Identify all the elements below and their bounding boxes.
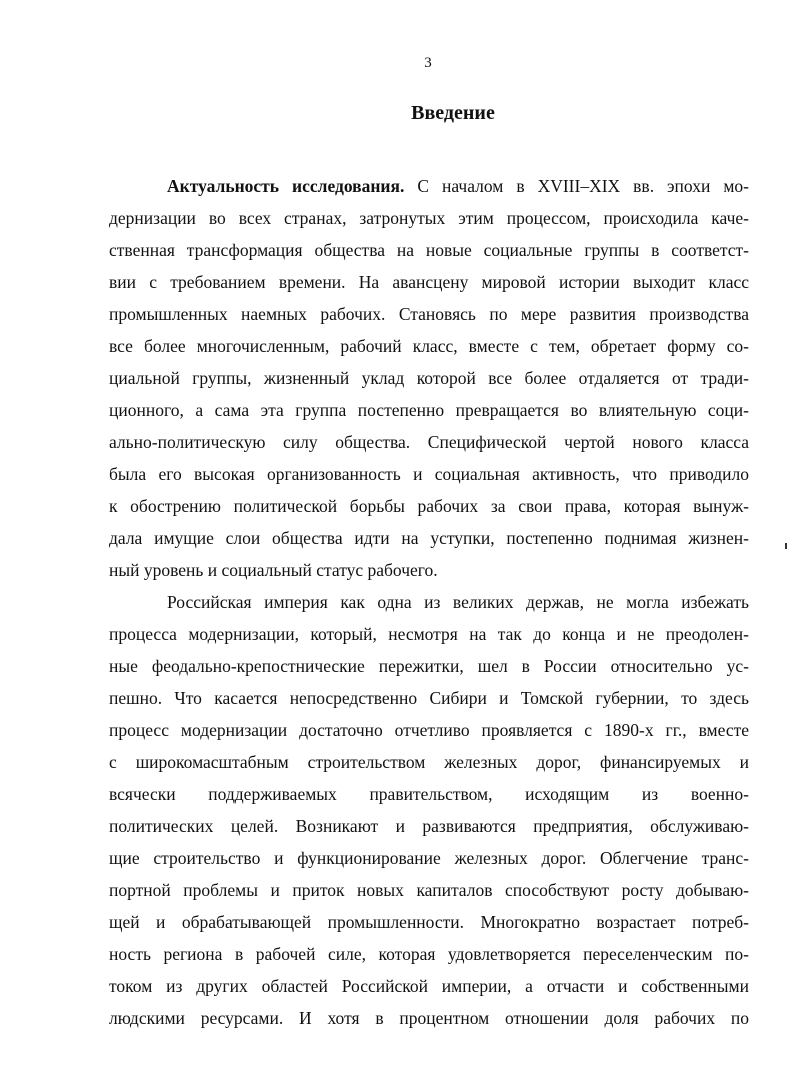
lead-phrase: Актуальность исследования.: [167, 176, 405, 196]
text-line: ально-политическую силу общества. Специфической чертой нового класса: [109, 432, 749, 452]
text-line-rest: С началом в XVIII–XIX вв. эпохи мо-: [404, 176, 749, 196]
text-line: политических целей. Возникают и развиваются предприятия, обслуживаю-: [109, 816, 749, 836]
text-line: портной проблемы и приток новых капиталов способствуют росту добываю-: [109, 880, 749, 900]
text-line: процесс модернизации достаточно отчетливо проявляется с 1890-х гг., вместе: [109, 720, 749, 740]
text-line: дала имущие слои общества идти на уступки, постепенно поднимая жизнен-: [109, 528, 749, 548]
text-line: к обострению политической борьбы рабочих за свои права, которая вынуж-: [109, 496, 749, 516]
text-line: током из других областей Российской империи, а отчасти и собственными: [109, 976, 749, 996]
text-line: щей и обрабатывающей промышленности. Многократно возрастает потреб-: [109, 912, 749, 932]
text-line: людскими ресурсами. И хотя в процентном отношении доля рабочих по: [109, 1008, 749, 1028]
text-line: дернизации во всех странах, затронутых этим процессом, происходила каче-: [109, 208, 749, 228]
scan-mark: [785, 543, 787, 549]
text-line: с широкомасштабным строительством железных дорог, финансируемых и: [109, 752, 749, 772]
text-line: ственная трансформация общества на новые социальные группы в соответст-: [109, 240, 749, 260]
text-line: циальной группы, жизненный уклад которой все более отдаляется от тради-: [109, 368, 749, 388]
text-line: всячески поддерживаемых правительством, исходящим из военно-: [109, 784, 749, 804]
text-line: все более многочисленным, рабочий класс, вместе с тем, обретает форму со-: [109, 336, 749, 356]
text-line: щие строительство и функционирование железных дорог. Облегчение транс-: [109, 848, 749, 868]
page-number: 3: [424, 55, 432, 71]
text-line: процесса модернизации, который, несмотря на так до конца и не преодолен-: [109, 624, 749, 644]
text-line: ный уровень и социальный статус рабочего.: [109, 560, 438, 580]
text-line: ционного, а сама эта группа постепенно превращается во влиятельную соци-: [109, 400, 749, 420]
text-line: вии с требованием времени. На авансцену мировой истории выходит класс: [109, 272, 749, 292]
text-line: пешно. Что касается непосредственно Сибири и Томской губернии, то здесь: [109, 688, 749, 708]
text-line: промышленных наемных рабочих. Становясь по мере развития производства: [109, 304, 749, 324]
text-line: ность региона в рабочей силе, которая удовлетворяется переселенческим по-: [109, 944, 749, 964]
section-title: Введение: [411, 102, 495, 124]
text-line: [167, 169, 749, 203]
text-line: Российская империя как одна из великих держав, не могла избежать: [167, 592, 749, 612]
text-line: ные феодально-крепостнические пережитки, шел в России относительно ус-: [109, 656, 749, 676]
text-line: была его высокая организованность и социальная активность, что приводило: [109, 464, 749, 484]
